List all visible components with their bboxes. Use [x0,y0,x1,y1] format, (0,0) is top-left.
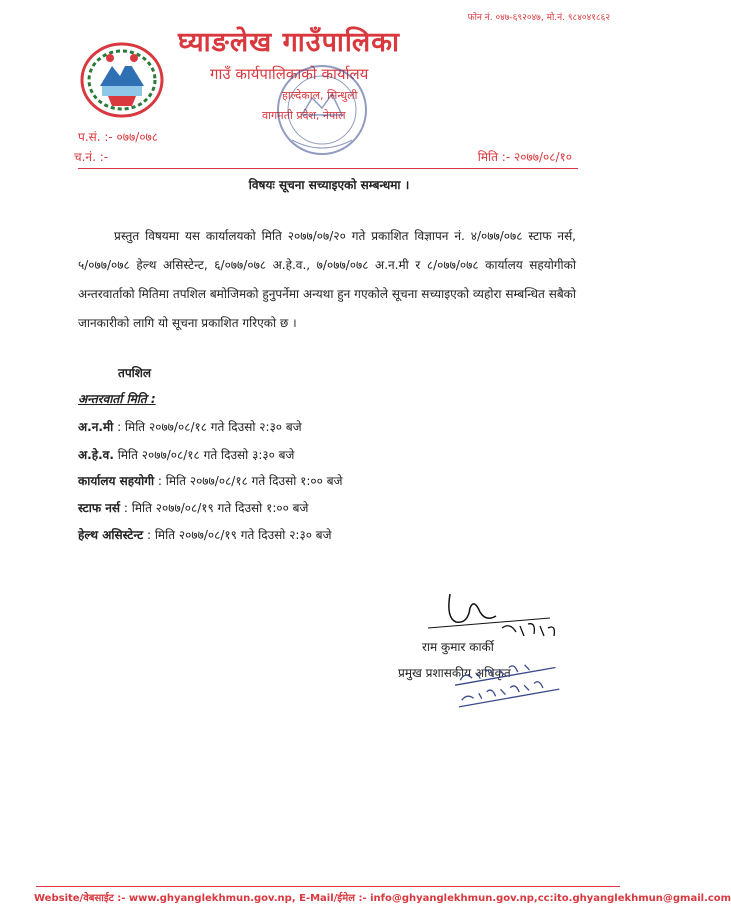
letter-subject: विषयः सूचना सच्याइएको सम्बन्धमा । [248,178,410,192]
schedule-post: स्टाफ नर्स [78,501,121,515]
schedule-post: कार्यालय सहयोगी [78,474,155,488]
schedule-row [78,472,342,489]
footer-divider [36,886,620,887]
office-province: वागमती प्रदेश, नेपाल [262,109,346,122]
schedule-row [78,499,308,516]
schedule-post: हेल्थ असिस्टेन्ट [78,528,144,542]
office-place: हाल्देकाल, सिन्धुली [282,89,358,102]
municipality-title: घ्याङलेख गाउँपालिका [178,27,400,58]
header-divider [78,168,578,169]
name-stamp-icon [448,658,568,714]
schedule-row [78,446,294,463]
handwritten-signature-icon [420,588,570,644]
schedule-row [78,526,332,543]
schedule-date: : मिति २०७७/०८/१९ गते दिउसो १:०० बजे [123,501,309,515]
signatory-name: राम कुमार कार्की [422,640,494,654]
letter-date: मिति :- २०७७/०८/१० [477,150,572,164]
interview-heading: अन्तरवार्ता मिति : [78,392,156,406]
schedule-date: : मिति २०७७/०८/१८ गते दिउसो २:३० बजे [117,420,302,434]
letter-body: प्रस्तुत विषयमा यस कार्यालयको मिति २०७७/०७/२० गते प्रकाशित विज्ञापन नं. ४/०७७/०७८ स्टाफ नर्स, ५/०७७/०७८ हेल्थ असिस्टेन्ट, ६/०७७/०७८ अ.हे.व., ७/०७७/०७८ अ.न.मी र ८/०७७/०७८ कार्यालय सहयोगीको अन्तरवार्ताको मितिमा तपशिल बमोजिमको हुनुपर्नेमा अन्यथा हुन गएकोले सूचना सच्याइएको व्यहोरा सम्बन्धित सबैको जानकारीको लागि यो सूचना प्रकाशित गरिएको छ । [78,229,576,330]
office-name: गाउँ कार्यपालिकाको कार्यालय [210,65,369,83]
schedule-post: अ.हे.व. [78,448,114,462]
schedule-post: अ.न.मी [78,420,114,434]
dispatch-number: च.नं. :- [74,150,109,164]
schedule-date: : मिति २०७७/०८/१९ गते दिउसो २:३० बजे [146,528,332,542]
schedule-row [78,418,302,435]
office-seal-icon [272,60,372,160]
details-heading: तपशिल [118,366,152,380]
signatory-role: प्रमुख प्रशासकीय अधिकृत [398,666,511,680]
reference-number: प.सं. :- ०७७/०७८ [78,130,159,144]
letterhead-phone: फोन नं. ०४७-६९२०४७, मो.नं. ९८४०४१८६२ [467,13,610,23]
footer-contact: Website/वेबसाईट :- www.ghyanglekhmun.gov.np, E-Mail/ईमेल :- info@ghyanglekhmun.gov.np,cc:ito.ghyanglekhmun@gmail.com [34,893,731,904]
schedule-date: मिति २०७७/०८/१८ गते दिउसो ३:३० बजे [117,448,295,462]
nepal-emblem-icon [78,36,166,120]
schedule-date: : मिति २०७७/०८/१८ गते दिउसो १:०० बजे [157,474,343,488]
